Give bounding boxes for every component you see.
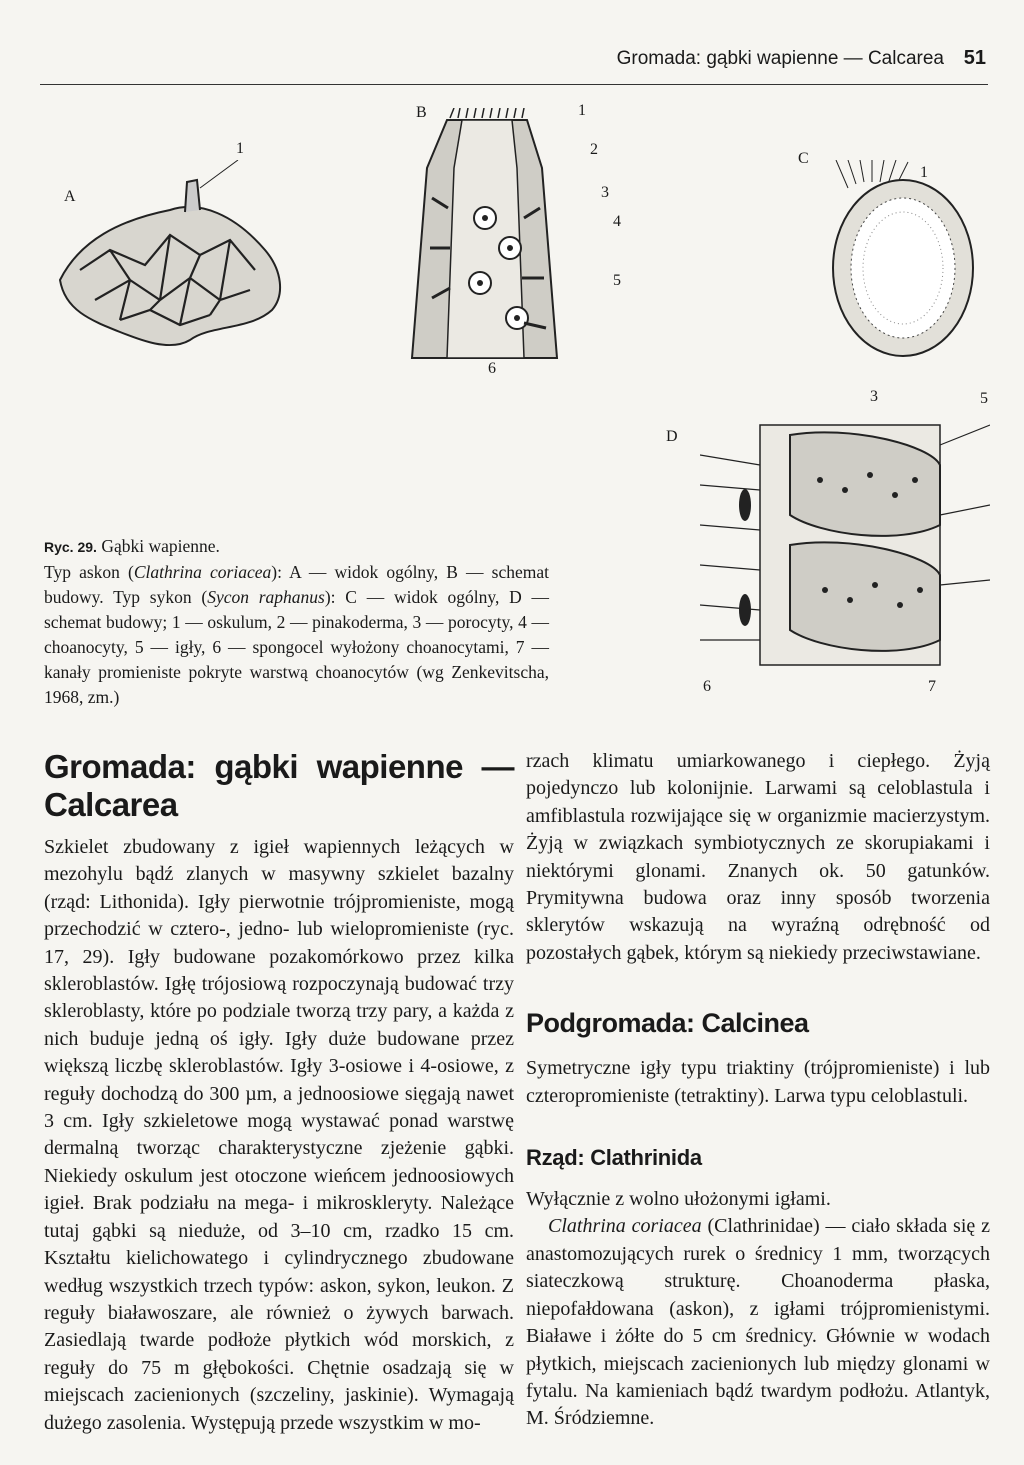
figure-b-label-3: 3 bbox=[601, 184, 609, 201]
figure-a-label-1: 1 bbox=[236, 140, 244, 157]
figure-caption bbox=[44, 534, 549, 710]
section-heading-calcinea: Podgromada: Calcinea bbox=[526, 1008, 809, 1039]
figure-c-drawing bbox=[808, 160, 986, 360]
figure-label-a: A bbox=[64, 188, 76, 205]
paragraph-clathrinida: Wyłącznie z wolno ułożonymi igłami. bbox=[526, 1188, 831, 1211]
figure-b-label-2: 2 bbox=[590, 141, 598, 158]
figure-label-b: B bbox=[416, 104, 427, 121]
figure-d-label-3: 3 bbox=[870, 388, 878, 405]
figure-b-label-5: 5 bbox=[613, 272, 621, 289]
caption-species-sycon: Sycon raphanus bbox=[207, 587, 325, 607]
caption-title: Gąbki wapienne. bbox=[96, 536, 220, 556]
figure-d-label-7: 7 bbox=[928, 678, 936, 695]
caption-text: ): C — widok ogólny, D — schemat budowy; 1 — oskulum, 2 — pinakoderma, 3 — porocyty, 4 — choanocyty, 5 — igły, 6 — spongocel wyłożony choanocytami, 7 — kanały promieniste pokryte warstwą choanocytów (wg Zenkevitscha, 1968, zm.) bbox=[44, 587, 549, 707]
running-title: Gromada: gąbki wapienne — Calcarea bbox=[616, 48, 944, 69]
right-column bbox=[526, 748, 990, 1433]
left-column bbox=[44, 748, 514, 1437]
species-description: (Clathrinidae) — ciało składa się z anastomozujących rurek o średnicy 1 mm, tworzących siateczkową strukturę. Choanoderma płaska, niepofałdowana (askon), z igłami trójpromienistymi. Białawe i żółte do 5 cm średnicy. Głównie w wodach płytkich, miejscach zacienionych lub między glonami w fytalu. Na kamieniach bądź twardym podłożu. Atlantyk, M. Śródziemne. bbox=[526, 1215, 991, 1430]
caption-text: Typ askon ( bbox=[44, 562, 134, 582]
page-header bbox=[40, 44, 988, 85]
paragraph-calcarea-cont: rzach klimatu umiarkowanego i ciepłego. Żyją pojedynczo lub kolonijnie. Larwami są celoblastula i amfiblastula rozwijające się w organizmie macierzystym. Żyją w związkach symbiotycznych ze skorupiakami i niektórymi glonami. Znanych ok. 50 gatunków. Prymitywna budowa oraz inny sposób tworzenia sklerytów wskazują na wyraźną odrębność od pozostałych gąbek, którym są niekiedy przeciwstawiane. bbox=[526, 750, 990, 964]
section-heading-clathrinida: Rząd: Clathrinida bbox=[526, 1145, 702, 1171]
species-name: Clathrina coriacea bbox=[548, 1215, 702, 1238]
figure-a-drawing bbox=[50, 160, 290, 350]
figure-label-c: C bbox=[798, 150, 809, 167]
caption-text: ): A — widok ogólny, B — schemat budowy. Typ sykon ( bbox=[44, 562, 549, 607]
caption-species-clathrina: Clathrina coriacea bbox=[133, 562, 272, 582]
figure-label-d: D bbox=[666, 428, 678, 445]
page-number: 51 bbox=[963, 47, 986, 69]
figure-b-drawing bbox=[392, 108, 582, 360]
paragraph-calcarea: Szkielet zbudowany z igieł wapiennych leżących w mezohylu bądź zlanych w masywny szkielet bazalny (rząd: Lithonida). Igły pierwotnie trójpromieniste, mogą przechodzić w cztero-, jedno- lub wielopromieniste (ryc. 17, 29). Igły budowane pozakomórkowo przez kilka skleroblastów. Igłę trójosiową rozpoczynają budować trzy skleroblasty, które po podziale tworzą trzy pary, a każda z nich buduje jedną oś igły. Igły duże budowane przez większą liczbę skleroblastów. Igły 3-osiowe i 4-osiowe, z reguły dochodzą do 300 µm, a jednoosiowe sięgają nawet 3 cm. Igły szkieletowe mogą wystawać ponad warstwę dermalną tworząc charakterystyczne zjeżenie gąbki. Niekiedy oskulum jest otoczone wieńcem jednoosiowych igieł. Brak podziału na mega- i mikroskleryty. Należące tutaj gąbki są nieduże, od 3–10 cm, rzadko 15 cm. Kształtu kielichowatego i cylindrycznego zbudowane według wszystkich trzech typów: askon, sykon, leukon. Z reguły białawoszare, ale również o żywych barwach. Zasiedlają twarde podłoże płytkich wód morskich, z reguły do 75 m głębokości. Chętnie osadzają się w miejscach zacienionych (szczeliny, jaskinie). Wymagają dużego zasolenia. Występują przede wszystkim w mo- bbox=[44, 836, 514, 1434]
figure-d-drawing bbox=[700, 405, 990, 680]
paragraph-calcinea: Symetryczne igły typu triaktiny (trójpromieniste) i lub czteropromieniste (tetraktiny). Larwa typu celoblastuli. bbox=[526, 1057, 990, 1107]
caption-label: Ryc. 29. bbox=[44, 539, 97, 555]
figure-c-label-1: 1 bbox=[920, 164, 928, 181]
figure-b-label-1: 1 bbox=[578, 102, 586, 119]
figure-d-label-6: 6 bbox=[703, 678, 711, 695]
paragraph-clathrina-coriacea bbox=[526, 1213, 990, 1432]
figure-d-label-5: 5 bbox=[980, 390, 988, 407]
figure-b-label-4: 4 bbox=[613, 213, 621, 230]
section-heading-calcarea: Gromada: gąbki wapienne — Calcarea bbox=[44, 748, 514, 823]
figure-b-label-6: 6 bbox=[488, 360, 496, 377]
